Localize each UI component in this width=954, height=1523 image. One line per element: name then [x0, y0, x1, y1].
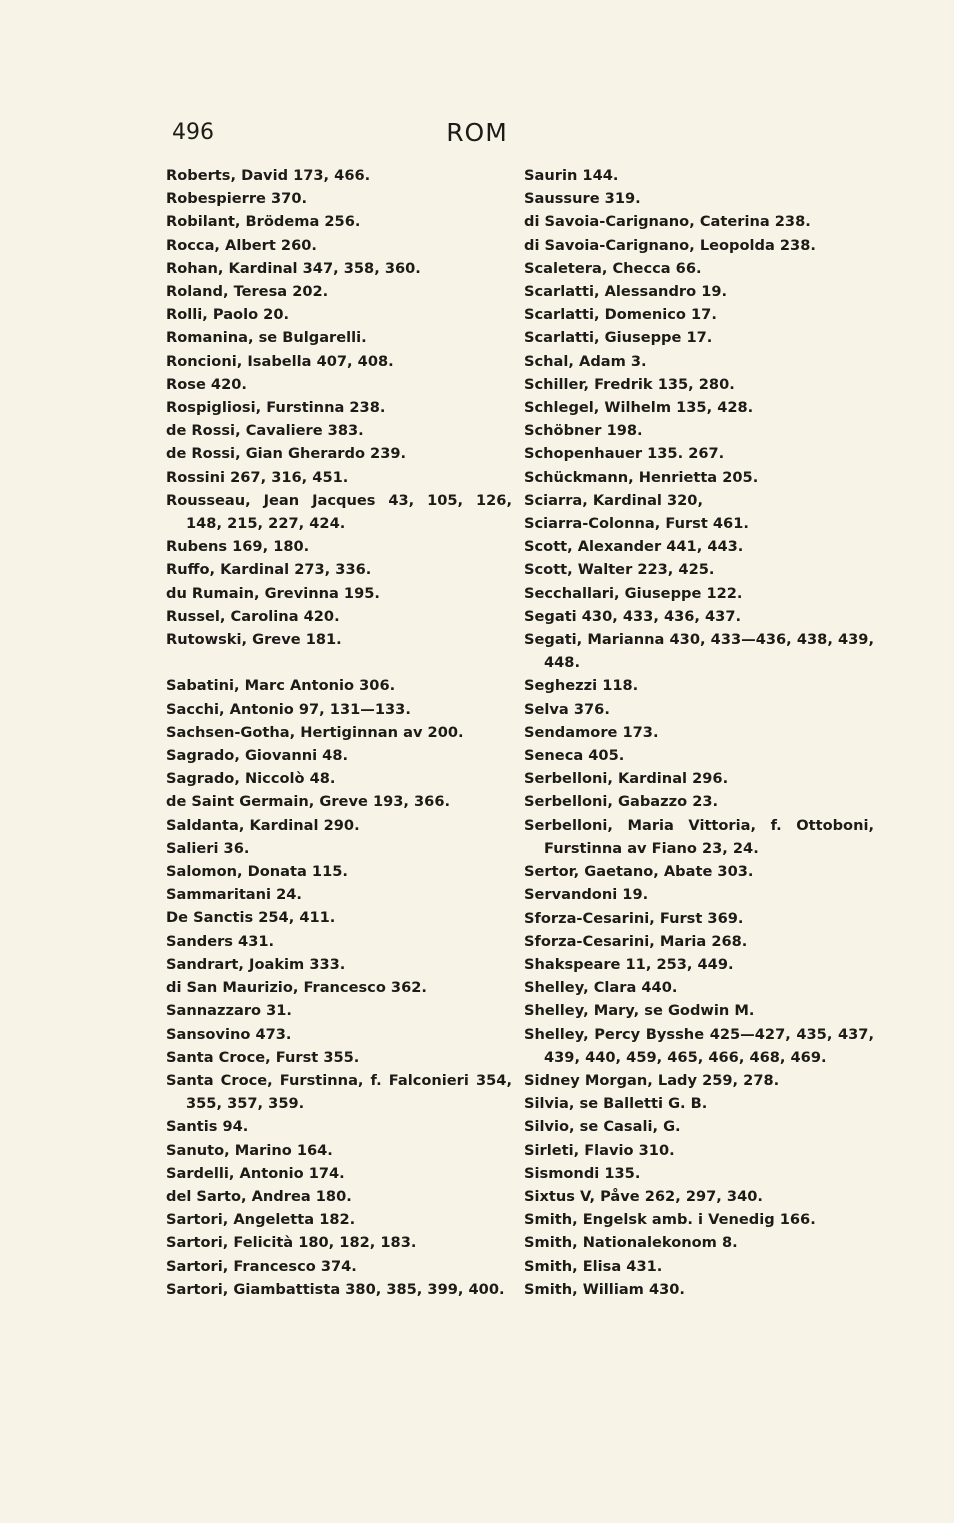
index-entry: Servandoni 19. — [524, 886, 649, 904]
index-entry: Schopenhauer 135. 267. — [524, 445, 725, 463]
index-entry: Sartori, Francesco 374. — [166, 1257, 357, 1275]
index-column-right — [524, 164, 874, 1301]
index-entry: Sachsen-Gotha, Hertiginnan av 200. — [166, 723, 464, 741]
index-entry: Smith, Elisa 431. — [524, 1257, 663, 1275]
index-entry: Salomon, Donata 115. — [166, 863, 348, 881]
index-entry: Sforza-Cesarini, Maria 268. — [524, 932, 748, 950]
index-entry: Scaletera, Checca 66. — [524, 259, 702, 277]
running-head: ROM — [446, 118, 508, 147]
index-entry: Scarlatti, Domenico 17. — [524, 306, 717, 324]
index-entry: Saussure 319. — [524, 190, 641, 208]
index-entry: Schiller, Fredrik 135, 280. — [524, 375, 735, 393]
index-entry: Schal, Adam 3. — [524, 352, 647, 370]
index-entry: Rocca, Albert 260. — [166, 236, 317, 254]
index-entry: Rutowski, Greve 181. — [166, 631, 342, 649]
index-entry: Sciarra, Kardinal 320, — [524, 491, 704, 509]
index-entry: Rohan, Kardinal 347, 358, 360. — [166, 259, 421, 277]
index-entry: Salieri 36. — [166, 839, 250, 857]
index-entry: Secchallari, Giuseppe 122. — [524, 584, 743, 602]
index-entry: Sanders 431. — [166, 932, 275, 950]
index-entry: Scarlatti, Alessandro 19. — [524, 283, 728, 301]
index-entry: Rose 420. — [166, 375, 247, 393]
index-entry: Serbelloni, Kardinal 296. — [524, 770, 729, 788]
index-entry: Roberts, David 173, 466. — [166, 167, 371, 184]
index-entry: Saldanta, Kardinal 290. — [166, 816, 360, 834]
index-entry: Sagrado, Niccolò 48. — [166, 770, 336, 788]
index-entry: Robespierre 370. — [166, 190, 308, 208]
index-entry: Seneca 405. — [524, 747, 625, 765]
index-entry: Rubens 169, 180. — [166, 538, 310, 556]
index-entry: du Rumain, Grevinna 195. — [166, 584, 380, 602]
index-entry: Santa Croce, Furst 355. — [166, 1048, 360, 1066]
index-entry: Saurin 144. — [524, 167, 619, 184]
index-entry: Sciarra-Colonna, Furst 461. — [524, 515, 749, 533]
index-entry: Schlegel, Wilhelm 135, 428. — [524, 399, 754, 417]
index-entry: Sanuto, Marino 164. — [166, 1141, 333, 1159]
index-entry: Sagrado, Giovanni 48. — [166, 747, 349, 765]
index-entry: Selva 376. — [524, 700, 610, 718]
index-column-left — [166, 164, 512, 1301]
index-entry: Ruffo, Kardinal 273, 336. — [166, 561, 372, 579]
index-entry: Sforza-Cesarini, Furst 369. — [524, 909, 744, 927]
index-entry: Sismondi 135. — [524, 1164, 641, 1182]
index-entry: Sirleti, Flavio 310. — [524, 1141, 675, 1159]
index-entry: de Rossi, Gian Gherardo 239. — [166, 445, 407, 463]
index-entry: Rossini 267, 316, 451. — [166, 468, 349, 486]
index-entry: Sabatini, Marc Antonio 306. — [166, 677, 396, 695]
index-entry: di Savoia-Carignano, Caterina 238. — [524, 213, 811, 231]
index-entry: Sendamore 173. — [524, 723, 659, 741]
index-entry: Smith, William 430. — [524, 1280, 685, 1298]
index-entry: Sertor, Gaetano, Abate 303. — [524, 863, 754, 881]
index-entry: Romanina, se Bulgarelli. — [166, 329, 367, 347]
index-entry: Rospigliosi, Furstinna 238. — [166, 399, 386, 417]
index-entry: Sartori, Angeletta 182. — [166, 1211, 356, 1229]
index-entry: de Saint Germain, Greve 193, 366. — [166, 793, 451, 811]
index-entry: Rolli, Paolo 20. — [166, 306, 290, 324]
index-entry: Sidney Morgan, Lady 259, 278. — [524, 1071, 780, 1089]
index-entry: Shakspeare 11, 253, 449. — [524, 955, 734, 973]
page-number: 496 — [172, 120, 214, 145]
index-entry: de Rossi, Cavaliere 383. — [166, 422, 364, 440]
index-entry: Sixtus V, Påve 262, 297, 340. — [524, 1187, 763, 1205]
index-entry: Scott, Alexander 441, 443. — [524, 538, 744, 556]
index-entry: Shelley, Clara 440. — [524, 979, 678, 997]
index-entry: Sansovino 473. — [166, 1025, 292, 1043]
index-entry: Sartori, Felicità 180, 182, 183. — [166, 1234, 417, 1252]
index-entry: Sannazzaro 31. — [166, 1002, 292, 1020]
index-entry: Serbelloni, Maria Vittoria, f. Ottoboni, Furstinna av Fiano 23, 24. — [524, 816, 874, 857]
index-entry: Sacchi, Antonio 97, 131—133. — [166, 700, 411, 718]
index-entry: Santis 94. — [166, 1118, 249, 1136]
index-entry: Schückmann, Henrietta 205. — [524, 468, 759, 486]
index-entry: Scott, Walter 223, 425. — [524, 561, 715, 579]
index-entry: Russel, Carolina 420. — [166, 607, 340, 625]
index-entry: Seghezzi 118. — [524, 677, 639, 695]
index-entry: Santa Croce, Furstinna, f. Falconieri 354, 355, 357, 359. — [166, 1071, 512, 1113]
index-entry: Sardelli, Antonio 174. — [166, 1164, 345, 1182]
index-entry: Smith, Nationalekonom 8. — [524, 1234, 738, 1252]
index-entry: Silvia, se Balletti G. B. — [524, 1095, 708, 1113]
index-entry: Roncioni, Isabella 407, 408. — [166, 352, 394, 370]
index-entry: Sandrart, Joakim 333. — [166, 955, 346, 973]
index-entry: Sammaritani 24. — [166, 886, 302, 904]
index-entry: Shelley, Percy Bysshe 425—427, 435, 437, 439, 440, 459, 465, 466, 468, 469. — [524, 1025, 874, 1066]
index-entry: del Sarto, Andrea 180. — [166, 1187, 352, 1205]
index-entry: Silvio, se Casali, G. — [524, 1118, 681, 1136]
index-entry: Sartori, Giambattista 380, 385, 399, 400. — [166, 1280, 505, 1298]
index-entry: Segati, Marianna 430, 433—436, 438, 439, 448. — [524, 631, 874, 672]
index-entry: Smith, Engelsk amb. i Venedig 166. — [524, 1211, 816, 1229]
index-entry: di San Maurizio, Francesco 362. — [166, 979, 427, 997]
index-entry: Shelley, Mary, se Godwin M. — [524, 1002, 755, 1020]
index-entry: Robilant, Brödema 256. — [166, 213, 361, 231]
index-entry: Schöbner 198. — [524, 422, 643, 440]
index-entry: Scarlatti, Giuseppe 17. — [524, 329, 713, 347]
index-entry: Serbelloni, Gabazzo 23. — [524, 793, 719, 811]
index-entry: Rousseau, Jean Jacques 43, 105, 126, 148, 215, 227, 424. — [166, 491, 512, 533]
index-entry: De Sanctis 254, 411. — [166, 909, 336, 927]
index-entry: di Savoia-Carignano, Leopolda 238. — [524, 236, 816, 254]
index-entry: Roland, Teresa 202. — [166, 283, 329, 301]
index-entry: Segati 430, 433, 436, 437. — [524, 607, 742, 625]
